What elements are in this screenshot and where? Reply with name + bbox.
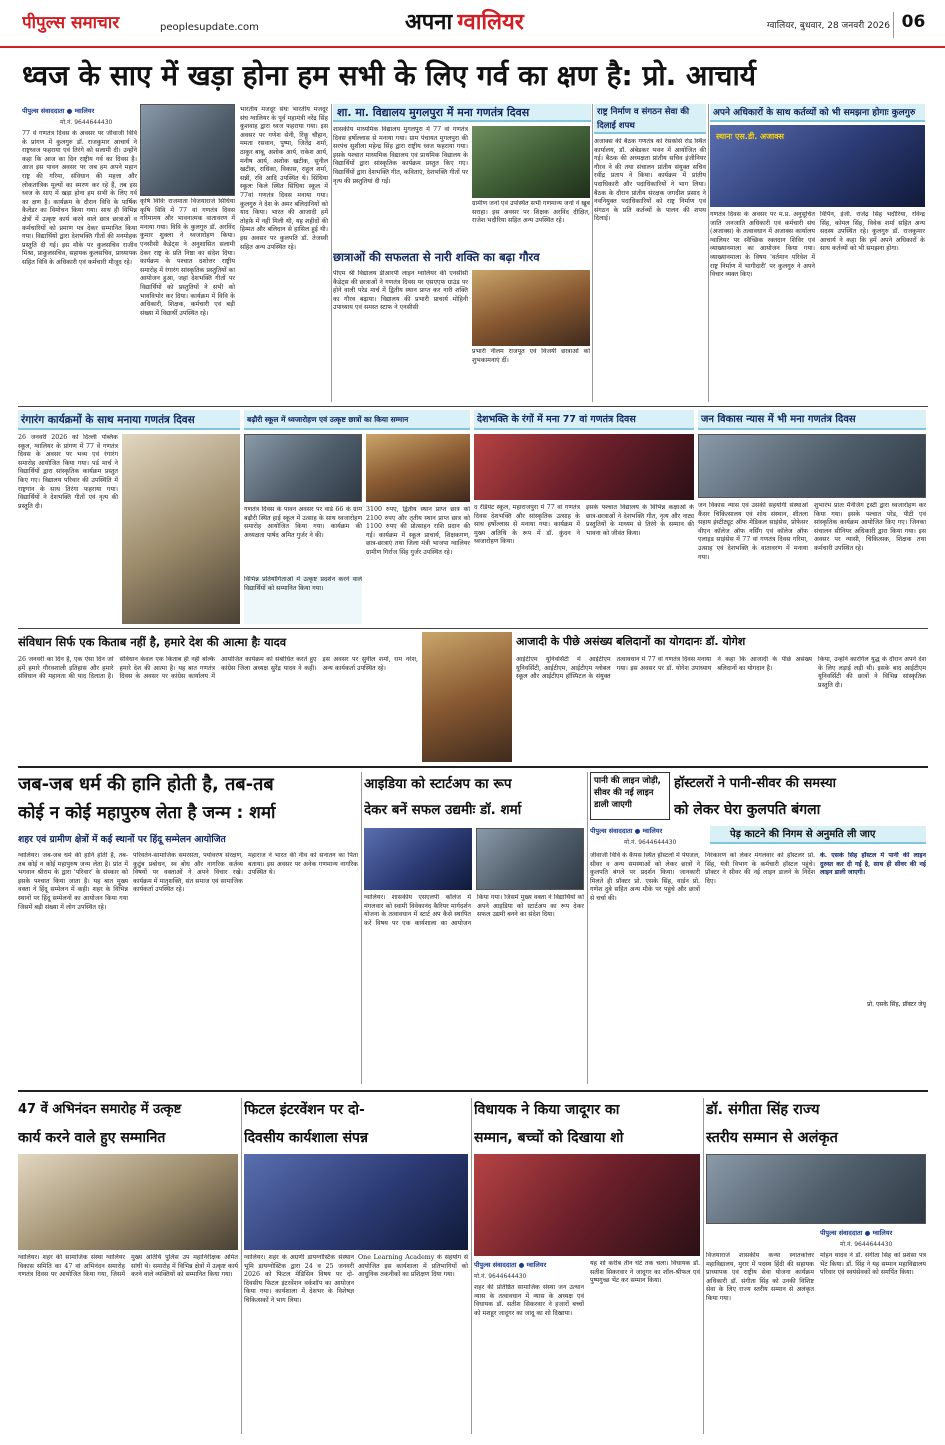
dharma-subhead: शहर एवं ग्रामीण क्षेत्रों में कई स्थानों पर हिंदू सम्मेलन आयोजित xyxy=(18,834,226,845)
idea-photo-2 xyxy=(476,828,584,890)
dharma-headline-2: कोई न कोई महापुरुष लेता है जन्म : शर्मा xyxy=(18,803,276,823)
duties-text2: विपिन, इंजी. राजेंद्र सिंह भदौरिया, रविन्द्र सिंह, कोमल सिंह, विवेक शर्मा सहित अन्य सदस्य उपस्थित रहे। कुलगुरु डॉ. राजकुमार आचार्य ने कहा कि हमें अपने अधिकारों के साथ कर्तव्यों को भी समझना होगा। xyxy=(820,211,925,253)
rule-2 xyxy=(18,628,928,629)
vrule-1 xyxy=(331,104,332,402)
water-mobile: मो.नं. 9644644430 xyxy=(624,839,677,846)
sangeeta-text: विजयाराजे शासकीय कन्या स्नातकोत्तर महाविद्यालय, मुरार में पदस्थ हिंदी की सहायक प्राध्यापक एवं राष्ट्रीय सेवा योजना कार्यक्रम अधिकारी डॉ. संगीता सिंह को उनकी विशिष्ट सेवा के लिए राज्य स्तरीय सम्मान से अलंकृत किया गया। xyxy=(706,1252,814,1302)
masthead xyxy=(0,0,945,48)
rang-text: 26 जनवरी 2026 को दिल्ली पब्लिक स्कूल, ग्वालियर के प्रांगण में 77 वें गणतंत्र दिवस के अवसर पर भव्य एवं रंगारंग समारोह आयोजित किया गया। पर्ड मार्च ने विद्यार्थियों द्वारा सांस्कृतिक कार्यक्रम प्रस्तुत किए गए। विद्यालय परिवार की उपस्थिति में राष्ट्रगान के साथ तिरंगा फहराया गया। विद्यार्थियों ने देशभक्ति गीतों एवं नृत्य की प्रस्तुति दी। xyxy=(18,434,118,510)
fit-text2: One Learning Academy के सहयोग से आयोजित इस कार्यशाला में प्रतिभागियों को आधुनिक तकनीकों का प्रशिक्षण दिया गया। xyxy=(358,1254,468,1279)
lead-photo-caption: कृषि विविः राजमाता विजयाराजे सिंधिया कृषि विवि में 77 वां गणतंत्र दिवस गरिमामय और भावनात्मक वातावरण में मनाया गया। विवि के कुलगुरु डॉ. अरविंद कुमार शुक्ला ने ध्वजारोहण किया। एनसीसी कैडेट्स ने अनुशासित सलामी देकर राष्ट्र के प्रति निष्ठा का संदेश दिया। कार्यक्रम के पश्चात दशोत्तर राष्ट्रीय समारोह में रंगारंग सांस्कृतिक प्रस्तुतियों का आयोजन हुआ, जहां देशभक्ति गीतों पर विद्यार्थियों को प्रस्तुतियों ने सभी को भावविभोर कर दिया। कार्यक्रम में विवि के अधिकारी, शिक्षक, कर्मचारी एवं बड़ी संख्या में विद्यार्थी उपस्थित रहे। xyxy=(140,198,235,317)
fit-headline-2: दिवसीय कार्यशाला संपन्न xyxy=(244,1130,368,1146)
dharma-headline-1: जब-जब धर्म की हानि होती है, तब-तब xyxy=(18,774,274,795)
rule-1 xyxy=(18,406,928,407)
jan-headline-band xyxy=(698,410,926,430)
duties-text: गणतंत्र दिवस के अवसर पर म.प्र. अनुसूचित जाति जनजाति अधिकारी एवं कर्मचारी संघ (अजाक्स) के तत्वावधान में अजाक्स कार्यालय ग्वालियर पर स्वैच्छिक रक्तदान शिविर एवं व्याख्यानमाला का आयोजन किया गया। व्याख्यानमाला के विषय 'वर्तमान परिवेश में राष्ट्र निर्माण में भागीदारी' पर कुलगुरु ने अपने विचार व्यक्त किए। xyxy=(710,211,815,279)
magic-headline-2: सम्मान, बच्चों को दिखाया शो xyxy=(474,1130,624,1146)
azadi-text: आईटीएम यूनिवर्सिटी में आईटीएम यूनिवर्सिटी, आईटीएम, आईटीएम ग्लोबल स्कूल और आईटीएम हॉस्पिटल के संयुक्त तत्वावधान में 77 वां गणतंत्र दिवस मनाया गया। इस अवसर पर डॉ. योगेश उपाध्याय ने कहा कि आजादी के पीछे असंख्य बलिदानों का योगदान है। xyxy=(516,656,812,681)
sangeeta-photo xyxy=(706,1154,926,1224)
water-text2: निरंकारण को लेकर मंगलवार को हॉस्टलर प्रो. सिंह, यंत्री विभाग के कर्मचारी हॉस्टल पहुंचे। प्रॉक्टर ने सीवर की नई लाइन डालने के निर्देश दिए। xyxy=(705,852,815,885)
badri-text2: 3100 रुपए, द्वितीय स्थान प्राप्त छात्र को 2100 रुपए और तृतीय स्थान प्राप्त छात्र को 1100 रुपए की प्रोत्साहन राशि प्रदान की गई। कार्यक्रम में स्कूल प्राचार्य, शिक्षकगण, छात्र-छात्राएं तथा जिला मंत्री भाजपा ग्वालियर ग्रामीण गिर्राज सिंह गुर्जर उपस्थित रहे। xyxy=(366,506,470,556)
jan-photo xyxy=(698,434,926,498)
magic-byline: पीपुल्स संवाददाता ● ग्वालियर xyxy=(474,1261,547,1269)
section-title xyxy=(405,6,605,40)
water-box-text: पानी की लाइन जोड़ी, सीवर की नई लाइन डाली जाएगी xyxy=(594,776,661,810)
lead-photo-flag xyxy=(140,104,235,196)
dateline: ग्वालियर, बुधवार, 28 जनवरी 2026 xyxy=(766,21,890,31)
nation-headline: राष्ट्र निर्माण व संगठन सेवा की दिलाई शपथ xyxy=(597,107,690,131)
desh-headline-band xyxy=(474,410,694,430)
vrule-8 xyxy=(703,1098,704,1434)
magic-text: शहर की प्रतिष्ठित सामाजिक संस्था जन उत्थान न्यास के तत्वावधान में न्यास के अध्यक्ष एवं विधायक डॉ. सतीश सिकरवार ने हजारों बच्चों को मशहूर जादूगर का जादू का शो दिखाया। xyxy=(474,1284,584,1317)
logo xyxy=(22,10,157,36)
water-box xyxy=(590,772,670,820)
magic-photo xyxy=(474,1154,700,1256)
jan-text2: शुभारंभ प्रातः मैनेजिंग ट्रस्टी द्वारा ध्वजारोहण कर किया गया। इसके पश्चात परेड, पीटी एवं सांस्कृतिक कार्यक्रम आयोजित किए गए। जिनका संचालन सीनियर अधिकारी द्वारा किया गया। इस अवसर पर न्यासी, चिकित्सक, शिक्षक तथा कर्मचारी उपस्थित रहे। xyxy=(814,502,926,552)
abhinandan-headline-2: कार्य करने वाले हुए सम्मानित xyxy=(18,1130,166,1146)
dharma-text3: महाराज ने भारत की नींव को सनातन का पिता बताया। इस अवसर पर अनेक गणमान्य नागरिक उपस्थित थे। xyxy=(248,852,358,877)
section-title-city: ग्वालियर xyxy=(457,10,524,35)
lead-mobile: मो.नं. 9644644430 xyxy=(60,119,113,126)
girls-caption: प्रभारी नीलम राजपूत एवं विजयी छात्राओं को शुभकामनाएं दीं। xyxy=(472,348,590,364)
vrule-7 xyxy=(471,1098,472,1434)
duties-banner: स्थानः एस.डी. अजाक्स xyxy=(716,132,784,141)
desh-photo xyxy=(474,434,694,500)
lead-col1-text: 77 वें गणतंत्र दिवस के अवसर पर जीवाजी विवि के प्रांगण में कुलगुरु डॉ. राजकुमार आचार्य ने राष्ट्रध्वज फहराया एवं तिरंगे को सलामी दी। उन्होंने कहा कि आज का दिन राष्ट्रीय गर्व का दिवस है। आज इस पावन अवसर पर जब हम अपने महान राष्ट्र की गरिमा, संविधान की महत्ता और लोकतांत्रिक मूल्यों का स्मरण कर रहे हैं, तब इस ध्वज के साए में खड़ा होना हम सभी के लिए गर्व का क्षण है। कार्यक्रम के दौरान विवि के पार्षिक कैलेंडर का विमोचन किया गया। साथ ही विभिन्न क्षेत्रों में उत्कृष्ट कार्य करने वाले छात्र छात्राओं व कर्मचारियों को प्रमाण पत्र देकर सम्मानित किया गया। विद्यार्थियों द्वारा देशभक्ति गीतों की मनमोहक प्रस्तुति दी गई। इस मौके पर कुलसचिव राजीव मिश्रा, प्राकुलसचिव, सहायक कुलसचिव, प्राध्यापक सहित विवि के अधिकारी एवं कर्मचारी मौजूद रहे। xyxy=(22,130,137,266)
school-headline: शा. मा. विद्यालय मुगलपुरा में मना गणतंत्र दिवस xyxy=(337,106,530,119)
samvidhan-headline: संविधान सिर्फ एक किताब नहीं है, हमारे देश की आत्मा हैः यादव xyxy=(18,635,287,649)
water-quote-by: प्रो. एसके सिंह, प्रॉक्टर जेयू xyxy=(867,1001,926,1008)
site-url[interactable]: peoplesupdate.com xyxy=(160,22,259,33)
vrule-4 xyxy=(361,772,362,1084)
dharma-text: ग्वालियर। जब-जब धर्म की हानि होती है, तब-तब कोई न कोई महापुरुष जन्म लेता है। प्रांत में भगवान श्रीराम के द्वारा 'परिवार' के संस्कार को इसके पश्चात किया जाता है। यह बात मुख्य वक्ता ने हिंदू सम्मेलन में कही। शहर के विभिन्न स्थानों पर हिंदू सम्मेलनों का आयोजन किया गया जिसमें बड़ी संख्या में लोग उपस्थित रहे। xyxy=(18,852,128,911)
desh-text2: इसके पश्चात विद्यालय के विभिन्न कक्षाओं के छात्र-छात्राओं ने देशभक्ति गीत, नृत्य और नाट्य प्रस्तुतियों के माध्यम से तिरंगे के सम्मान की भावना को जीवंत किया। xyxy=(586,504,694,537)
desh-headline: देशभक्ति के रंगों में मना 77 वां गणतंत्र दिवस xyxy=(477,414,636,425)
badri-photo-1 xyxy=(244,434,362,502)
samvidhan-text: 26 जनवरी का दिन है, एक ऐसा दिन जो हमें हमारे गौरवशाली इतिहास और हमारे संविधान की महानता की याद दिलाता है। संविधान केवल एक किताब ही नहीं बल्कि हमारे देश की आत्मा है। यह बात गणतंत्र दिवस के अवसर पर कांग्रेस कार्यालय में आयोजित कार्यक्रम को संबोधित करते हुए कांग्रेस जिला अध्यक्ष सुरेंद्र यादव ने कही। इस अवसर पर सुनील शर्मा, राम नरेश, अन्य कार्यकर्ता उपस्थित रहे। xyxy=(18,656,418,681)
water-byline: पीपुल्स संवाददाता ● ग्वालियर xyxy=(590,827,663,835)
dharma-text2: परिवर्तन-सामाजिक समरसता, पर्यावरण संरक्षण, कुटुंब प्रबोधन, स्व बोध और नागरिक कर्तव्य विषयों पर वक्ताओं ने अपने विचार रखे। कार्यक्रम में मातृशक्ति, संत समाज एवं सामाजिक कार्यकर्ता उपस्थित रहे। xyxy=(133,852,243,894)
girls-text: पीएम श्री विद्यालय डीआरपी लाइन ग्वालियर की एनसीसी कैडेट्स की छात्राओं ने गणतंत्र दिवस पर एसएएफ ग्राउंड पर होने वाली परेड मार्च में द्वितीय स्थान प्राप्त कर नारी शक्ति का गौरव बढ़ाया। विद्यालय की प्रभारी प्राचार्य मोहिनी उपाध्याय एवं समस्त स्टाफ ने एनसीसी xyxy=(333,270,468,312)
duties-headline: अपने अधिकारों के साथ कर्तव्यों को भी समझना होगाः कुलगुरु xyxy=(713,108,916,118)
idea-headline-1: आइडिया को स्टार्टअप का रूप xyxy=(364,776,512,792)
azadi-text2: किया, उन्होंने कारगिल युद्ध के दौरान अपने देश के लिए लड़ाई लड़ी थी। इसके बाद आईटीएम यूनिवर्सिटी की छात्रों ने विभिन्न सांस्कृतिक प्रस्तुति दी। xyxy=(818,656,926,689)
badri-text: गणतंत्र दिवस के पावन अवसर पर वार्ड 66 के ग्राम बढ़ौरी स्थित हाई स्कूल में उत्साह के साथ ध्वजारोहण समारोह आयोजित किया गया। कार्यक्रम की अध्यक्षता पार्षद अमित गुर्जर ने की। xyxy=(244,506,362,539)
badri-photo-2 xyxy=(366,434,470,502)
abhinandan-headline-1: 47 वें अभिनंदन समारोह में उत्कृष्ट xyxy=(18,1102,182,1117)
sangeeta-text2: मोहन यादव ने डॉ. संगीता सिंह को प्रशंसा पत्र भेंट किया। डॉ. सिंह ने यह सम्मान महाविद्यालय परिवार एवं स्वयंसेवकों को समर्पित किया। xyxy=(820,1252,926,1277)
school-headline-band xyxy=(333,104,591,122)
idea-photo-1 xyxy=(364,828,472,890)
lead-byline: पीपुल्स संवाददाता ● ग्वालियर xyxy=(22,107,95,115)
water-headline-1: हॉस्टलरों ने पानी-सीवर की समस्या xyxy=(674,776,837,791)
azadi-photo xyxy=(422,632,512,762)
vrule-3 xyxy=(708,104,709,402)
desh-text: द रेडियंट स्कूल, महाराजपुरा में 77 वां गणतंत्र दिवस देशभक्ति और सांस्कृतिक उत्साह के साथ हर्षोल्लास से मनाया गया। कार्यक्रम में मुख्य अतिथि के रूप में डॉ. कुंदन ने ध्वजारोहण किया। xyxy=(474,504,580,546)
sangeeta-byline: पीपुल्स संवाददाता ● ग्वालियर xyxy=(820,1229,893,1237)
magic-headline-1: विधायक ने किया जादूगर का xyxy=(474,1102,620,1118)
water-headline-2: को लेकर घेरा कुलपति बंगला xyxy=(674,802,821,818)
girls-photo xyxy=(472,270,590,346)
badri-headline-band xyxy=(244,410,470,430)
sangeeta-mobile: मो.नं. 9644644430 xyxy=(840,1241,893,1248)
abhinandan-text: ग्वालियर। शहर की सामाजिक संस्था ग्वालियर विकास समिति का 47 वां अभिनंदन समारोह गणतंत्र दिवस पर आयोजित किया गया, जिसमें मुख्य अतिथि पुलिस उप महानिरीक्षक अमित सांघी थे। समारोह में विभिन्न क्षेत्रों में उत्कृष्ट कार्य करने वाले व्यक्तियों को सम्मानित किया गया। xyxy=(18,1254,238,1279)
sangeeta-headline-1: डॉ. संगीता सिंह राज्य xyxy=(706,1102,820,1118)
logo-text: पीपुल्स समाचार xyxy=(22,13,120,33)
section-title-prefix: अपना xyxy=(405,10,453,35)
lead-col3-text: भारतीय मजदूर संघः भारतीय मजदूर संघ ग्वालियर के पूर्व महामंत्री नरेंद्र सिंह कुशवाह द्वारा ध्वज फहराया गया। इस अवसर पर गणेश सेनी, रिंकू चौहान, ममता रसवान, पुष्पा, जितेंद्र शर्मा, ठाकुर बाबू, अशोक आर्य, राकेश आर्य, मनीष आर्य, अशोक खटीक, सुनील खटीक, राधिका, विकास, राहुल शर्मा, सन्नी, रवि आदि उपस्थित थे। सिंधिया स्कूलः किले स्थित सिंधिया स्कूल में 77वां गणतंत्र दिवस मनाया गया। कुलगुरु ने देश के अमर बलिदानियों को याद किया। भारत की आजादी हमें तोहफ़े में नहीं मिली थी, यह शहीदों की हिम्मत और बलिदान से हासिल हुई थी। इस अवसर पर कुलपति डॉ. तेजस्वी सहित अन्य उपस्थित रहे। xyxy=(240,106,328,251)
jan-text: जन विकास न्यास एवं उसकी सहयोगी संस्थाओं कैंसर चिकित्सालय एवं शोध संस्थान, शीतला सहाय इंस्टीट्यूट ऑफ मेडिकल साइंसेस, प्रोफेसर वीएन कॉलेज ऑफ नर्सिंग एवं कॉलेज ऑफ एलाइड साइंसेस में 77 वां गणतंत्र दिवस गरिमा, उत्साह एवं देशभक्ति के वातावरण में मनाया गया। xyxy=(698,502,808,561)
water-sub-band xyxy=(710,826,926,844)
rang-headline: रंगारंग कार्यक्रमों के साथ मनाया गणतंत्र दिवस xyxy=(21,414,195,426)
azadi-headline: आजादी के पीछे असंख्य बलिदानों का योगदानः डॉ. योगेश xyxy=(516,635,746,648)
school-text: शासकीय माध्यमिक विद्यालय मुगलपुरा में 77 वां गणतंत्र दिवस हर्षोल्लास से मनाया गया। ग्राम पंचायत मुगलपुरा की सरपंच सुशीला महेन्द्र सिंह द्वारा राष्ट्रीय ध्वज फहराया गया। इसके पश्चात माध्यमिक विद्यालय एवं प्राथमिक विद्यालय के विद्यार्थियों द्वारा सांस्कृतिक कार्यक्रम प्रस्तुत किए गए। विद्यार्थियों द्वारा देशभक्ति गीत, कविताएं, देशभक्ति गीतों पर नृत्य की प्रस्तुतियां दी गईं। xyxy=(333,126,468,185)
magic-mobile: मो.नं. 9644644430 xyxy=(474,1273,527,1280)
rang-headline-band xyxy=(18,410,240,430)
fit-headline-1: फिटल इंटरवेंशन पर दो- xyxy=(244,1102,365,1118)
jan-headline: जन विकास न्यास में भी मना गणतंत्र दिवस xyxy=(701,414,856,425)
rule-4 xyxy=(18,1090,928,1092)
fit-photo xyxy=(244,1154,468,1250)
nation-text: अजाक्स की बैठक गणतंत्र को रेसकोर्स रोड स्थित कार्यालय, डॉ. अंबेडकर भवन में आयोजित की गई। बैठक की अध्यक्षता प्रांतीय सचिव इंजीनियर गौरव ने की तथा संचालन प्रांतीय संयुक्त सचिव रवींद्र प्रताप ने किया। कार्यक्रम में प्रांतीय पदाधिकारी और पदाधिकारियों ने भाग लिया। बैठक के दौरान प्रांतीय संरक्षक जगदीश प्रसाद ने नवनियुक्त पदाधिकारियों को राष्ट्र निर्माण एवं संगठन के प्रति कर्तव्यों के पालन की शपथ दिलाई। xyxy=(594,138,706,223)
idea-text: ग्वालियर। शासकीय एसएलपी कॉलेज में मंगलवार को स्वामी विवेकानंद कैरियर मार्गदर्शन योजना के तत्वावधान में स्टार्ट अप कैसे स्थापित करें विषय पर एक कार्यशाला का आयोजन किया गया। जिसमें मुख्य वक्ता ने विद्यार्थियों को अपने आइडिया को स्टार्टअप का रूप देकर सफल उद्यमी बनने का संदेश दिया। xyxy=(364,894,584,927)
vrule-2 xyxy=(592,104,593,402)
vrule-6 xyxy=(241,1098,242,1434)
idea-headline-2: देकर बनें सफल उद्यमीः डॉ. शर्मा xyxy=(364,802,522,818)
magic-text2: यह शो करीब तीन घंटे तक चला। विधायक डॉ. सतीश सिकरवार ने जादूगर का शॉल-श्रीफल एवं पुष्पगुच्छ भेंट कर सम्मान किया। xyxy=(590,1260,700,1285)
duties-headline-band xyxy=(710,104,925,122)
girls-headline: छात्राओं की सफलता से नारी शक्ति का बढ़ा गौरव xyxy=(333,250,540,264)
page-number: 06 xyxy=(893,12,933,38)
duties-photo xyxy=(710,125,925,207)
water-quote: के. एसके सिंह हॉस्टल में पानी की लाइन दुरुस्त कर दी गई है, साथ ही सीवर की नई लाइन डाली जाएगी। xyxy=(820,852,926,877)
water-text: जीवाजी विवि के कैंपस स्थित हॉस्टलों में पेयजल, सीवर व अन्य समस्याओं को लेकर छात्रों ने कुलपति बंगले पर प्रदर्शन किया। जानकारी मिलते ही प्रॉक्टर प्रो. एसके सिंह, वार्डन प्रो. गणेश दुबे सहित अन्य मौके पर पहुंचे और छात्रों से चर्चा की। xyxy=(590,852,700,902)
badri-headline: बढ़ौरी स्कूल में ध्वजारोहण एवं उत्कृष्ट छात्रों का किया सम्मान xyxy=(247,415,409,424)
fit-text: ग्वालियर। शहर के अग्रणी डायग्नोस्टिक संस्थान भूमि डायग्नोस्टिक द्वारा 24 व 25 जनवरी 2026 को फिटल मेडिसिन विषय पर दो-दिवसीय फिटल इंटरवेंशन वर्कशॉप का आयोजन किया गया। कार्यशाला में देशभर के विशेषज्ञ चिकित्सकों ने भाग लिया। xyxy=(244,1254,354,1304)
rang-photo xyxy=(122,434,240,624)
school-photo xyxy=(472,126,590,198)
abhinandan-photo xyxy=(18,1154,238,1250)
nation-headline-band xyxy=(594,104,706,134)
water-sub: पेड़ काटने की निगम से अनुमति ली जाए xyxy=(730,829,876,840)
rule-3 xyxy=(18,766,928,768)
school-caption: ग्रामीण जनों एवं उपस्थित सभी गणमान्य जनों ने खूब सराहा। इस अवसर पर शिक्षक अरविंद दीक्षित, राजेश भदौरिया सहित अन्य उपस्थित रहे। xyxy=(472,200,590,225)
lead-headline: ध्वज के साए में खड़ा होना हम सभी के लिए गर्व का क्षण है: प्रो. आचार्य xyxy=(22,59,756,92)
vrule-5 xyxy=(587,772,588,1084)
sangeeta-headline-2: स्तरीय सम्मान से अलंकृत xyxy=(706,1130,838,1146)
badri-caption: विभिन्न प्रतियोगिताओं में उत्कृष्ट प्रदर्शन करने वाले विद्यार्थियों को सम्मानित किया गया। xyxy=(244,576,362,624)
